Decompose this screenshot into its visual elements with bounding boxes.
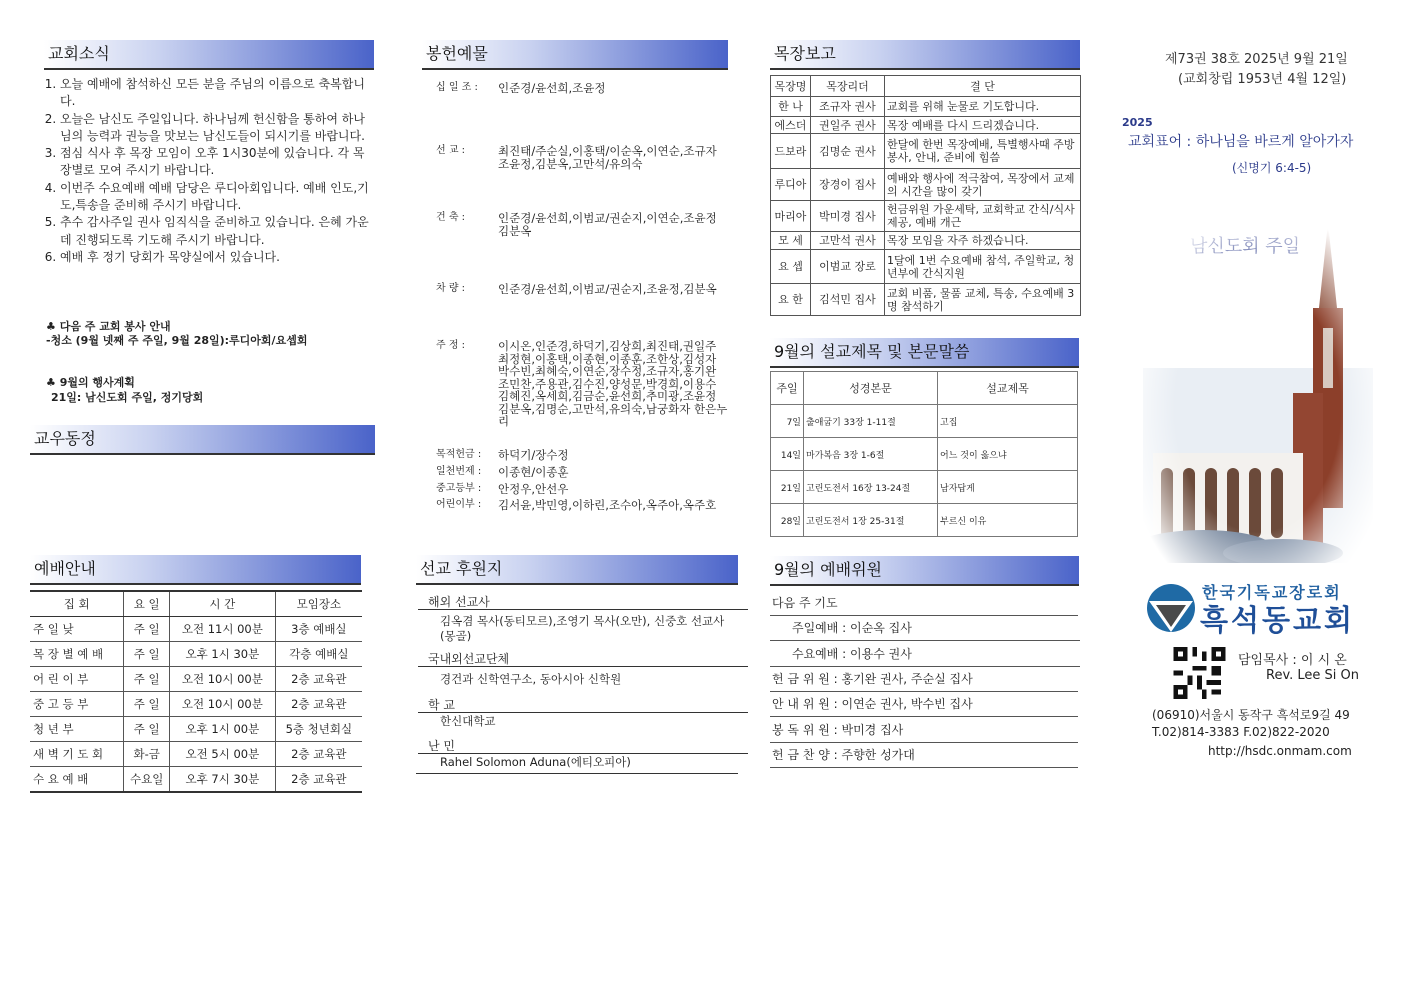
mission-heading: 학 교: [418, 696, 748, 713]
notice-item: 6. 예배 후 정기 당회가 목양실에서 있습니다.: [60, 249, 375, 266]
report-row: [771, 250, 1081, 284]
sermon-row: [771, 438, 1078, 471]
worship-header-cell: 요 일: [124, 591, 170, 617]
service-guide: [46, 320, 307, 348]
report-cell: 한 나: [771, 97, 811, 117]
offering-value: 김서윤,박민영,이하린,조수아,옥주아,옥주호: [498, 498, 717, 512]
worship-header-row: [30, 591, 362, 617]
event-plan-title: ♣ 9월의 행사계획: [46, 376, 135, 389]
member-news-title: 교우동정: [30, 425, 375, 455]
report-cell: 김석민 집사: [811, 284, 885, 316]
mission-heading: 국내외선교단체: [418, 650, 748, 667]
mission-body: 경건과 신학연구소, 동아시아 신학원: [440, 672, 622, 686]
worship-cell: 3층 예배실: [275, 617, 362, 642]
offering-label: 중고등부 :: [436, 483, 482, 494]
report-row: [771, 134, 1081, 169]
committee-row: 안 내 위 원 : 이연순 권사, 박수빈 집사: [770, 692, 1078, 717]
report-cell: 김명순 권사: [811, 134, 885, 169]
church-address: (06910)서울시 동작구 흑석로9길 49: [1152, 708, 1350, 722]
offering-value: 안정우,안선우: [498, 482, 569, 496]
committee-row: 봉 독 위 원 : 박미경 집사: [770, 718, 1078, 743]
missions-title: 선교 후원지: [416, 555, 738, 585]
worship-row: [30, 617, 362, 642]
sermon-cell: 부르신 이유: [938, 504, 1078, 537]
worship-cell: 중 고 등 부: [30, 692, 124, 717]
committee-row: 헌 금 위 원 : 홍기완 권사, 주순실 집사: [770, 667, 1078, 692]
committee-row: 주일예배 : 이순옥 집사: [770, 616, 1080, 641]
founded-info: (교회창립 1953년 4월 12일): [1178, 72, 1347, 87]
event-plan: [46, 375, 203, 405]
offerings-title: 봉헌예물: [422, 40, 728, 70]
report-cell: 장경이 집사: [811, 169, 885, 201]
sermon-cell: 출애굽기 33장 1-11절: [804, 405, 938, 438]
worship-row: [30, 667, 362, 692]
pastor-name: 담임목사 : 이 시 온: [1238, 653, 1347, 668]
motto-verse: (신명기 6:4-5): [1232, 161, 1312, 175]
sermon-cell: 고린도전서 1장 25-31절: [804, 504, 938, 537]
sermon-row: [771, 471, 1078, 504]
sermon-cell: 28일: [771, 504, 804, 537]
offering-label: 일천번제 :: [436, 466, 482, 477]
worship-cell: 오전 5시 00분: [170, 742, 276, 767]
report-cell: 마리아: [771, 201, 811, 232]
report-row: [771, 97, 1081, 117]
notices-title: 교회소식: [44, 40, 374, 70]
report-header-cell: 목장명: [771, 76, 811, 97]
committee-title: 9월의 예배위원: [770, 556, 1079, 586]
worship-cell: 주 일: [124, 617, 170, 642]
offering-label: 건 축 :: [436, 212, 466, 223]
worship-cell: 2층 교육관: [275, 692, 362, 717]
worship-cell: 주 일 낮: [30, 617, 124, 642]
report-cell: 목장 예배를 다시 드리겠습니다.: [885, 117, 1081, 134]
sermon-header-cell: 성경본문: [804, 372, 938, 405]
worship-row: [30, 717, 362, 742]
worship-cell: 오전 10시 00분: [170, 667, 276, 692]
worship-cell: 오후 7시 30분: [170, 767, 276, 793]
report-cell: 한달에 한번 목장예배, 특별행사때 주방봉사, 안내, 준비에 힘씀: [885, 134, 1081, 169]
report-header-cell: 목장리더: [811, 76, 885, 97]
worship-cell: 각층 예배실: [275, 642, 362, 667]
worship-cell: 오전 11시 00분: [170, 617, 276, 642]
worship-cell: 주 일: [124, 717, 170, 742]
sermon-cell: 마가복음 3장 1-6절: [804, 438, 938, 471]
notice-item: 4. 이번주 수요예배 예배 담당은 루디아회입니다. 예배 인도,기도,특송을 준비해 주시기 바랍니다.: [60, 180, 375, 215]
notices-list-wrap: [30, 76, 375, 266]
missions-bottom-rule: [416, 773, 738, 774]
offering-value: 하덕기/장수정: [498, 448, 569, 462]
church-logo-icon: [1146, 583, 1196, 633]
offering-label: 어린이부 :: [436, 499, 482, 510]
report-cell: 예배와 행사에 적극참여, 목장에서 교제의 시간을 많이 갖기: [885, 169, 1081, 201]
notice-item: 3. 점심 식사 후 목장 모임이 오후 1시30분에 있습니다. 각 목장별로 모여 주시기 바랍니다.: [60, 145, 375, 180]
offering-label: 십 일 조 :: [436, 82, 478, 93]
church-website-link[interactable]: http://hsdc.onmam.com: [1208, 744, 1352, 758]
mission-heading: 난 민: [418, 737, 748, 754]
worship-cell: 주 일: [124, 667, 170, 692]
sermon-header-cell: 설교제목: [938, 372, 1078, 405]
motto-text: 교회표어 : 하나님을 바르게 알아가자: [1128, 134, 1354, 150]
worship-row: [30, 742, 362, 767]
committee-row: 수요예배 : 이용수 권사: [770, 642, 1080, 667]
report-cell: 헌금위원 가운세탁, 교회학교 간식/식사 제공, 예배 개근: [885, 201, 1081, 232]
sermons-table: [770, 371, 1078, 537]
report-cell: 드보라: [771, 134, 811, 169]
worship-cell: 청 년 부: [30, 717, 124, 742]
worship-cell: 수 요 예 배: [30, 767, 124, 793]
worship-cell: 오후 1시 30분: [170, 642, 276, 667]
worship-header-cell: 집 회: [30, 591, 124, 617]
report-cell: 요 한: [771, 284, 811, 316]
worship-cell: 5층 청년회실: [275, 717, 362, 742]
worship-header-cell: 시 간: [170, 591, 276, 617]
offering-label: 목적헌금 :: [436, 449, 482, 460]
worship-guide-title: 예배안내: [30, 555, 361, 585]
sermon-cell: 21일: [771, 471, 804, 504]
sermons-title: 9월의 설교제목 및 본문말씀: [770, 338, 1079, 368]
notice-item: 2. 오늘은 남신도 주일입니다. 하나님께 헌신함을 통하여 하나님의 능력과 권능을 맛보는 남신도들이 되시기를 바랍니다.: [60, 111, 375, 146]
worship-cell: 오전 10시 00분: [170, 692, 276, 717]
report-cell: 조규자 권사: [811, 97, 885, 117]
worship-cell: 주 일: [124, 692, 170, 717]
sermon-cell: 7일: [771, 405, 804, 438]
notice-item: 1. 오늘 예배에 참석하신 모든 분을 주님의 이름으로 축복합니다.: [60, 76, 375, 111]
pastor-name-english: Rev. Lee Si On: [1266, 668, 1360, 683]
report-header-row: [771, 76, 1081, 97]
report-cell: 고만석 권사: [811, 232, 885, 250]
sermon-header-cell: 주일: [771, 372, 804, 405]
worship-cell: 주 일: [124, 642, 170, 667]
qr-code-icon[interactable]: [1172, 647, 1227, 699]
offering-label: 차 량 :: [436, 283, 466, 294]
report-cell: 권일주 권사: [811, 117, 885, 134]
worship-cell: 2층 교육관: [275, 667, 362, 692]
worship-row: [30, 642, 362, 667]
worship-cell: 2층 교육관: [275, 742, 362, 767]
report-cell: 이범교 장로: [811, 250, 885, 284]
sermon-cell: 14일: [771, 438, 804, 471]
mission-body: 한신대학교: [440, 714, 496, 728]
sermons-header-row: [771, 372, 1078, 405]
report-row: [771, 201, 1081, 232]
worship-row: [30, 692, 362, 717]
worship-row: [30, 767, 362, 793]
report-row: [771, 284, 1081, 316]
committee-row: 헌 금 찬 양 : 주향한 성가대: [770, 743, 1078, 768]
worship-cell: 오후 1시 00분: [170, 717, 276, 742]
service-guide-text: -청소 (9월 넷째 주 주일, 9월 28일):루디아회/요셉회: [46, 334, 308, 347]
sermon-row: [771, 405, 1078, 438]
worship-header-cell: 모임장소: [275, 591, 362, 617]
report-cell: 박미경 집사: [811, 201, 885, 232]
report-cell: 루디아: [771, 169, 811, 201]
worship-table: [30, 590, 362, 793]
report-row: [771, 232, 1081, 250]
mission-body: 김옥겸 목사(동티모르),조영기 목사(오만), 신중호 선교사(몽골): [440, 614, 725, 643]
report-cell: 요 셉: [771, 250, 811, 284]
church-name: 흑석동교회: [1200, 603, 1356, 637]
denomination-name: 한국기독교장로회: [1202, 583, 1342, 602]
report-row: [771, 117, 1081, 134]
report-cell: 모 세: [771, 232, 811, 250]
offering-value: 인준경/윤선희,이범교/권순지,이연순,조윤정 김분옥: [498, 211, 717, 238]
service-guide-title: ♣ 다음 주 교회 봉사 안내: [46, 320, 171, 333]
pastoral-report-title: 목장보고: [770, 40, 1080, 70]
sermon-cell: 고집: [938, 405, 1078, 438]
worship-cell: 2층 교육관: [275, 767, 362, 793]
mission-heading: 해외 선교사: [418, 593, 748, 610]
mission-body: Rahel Solomon Aduna(에티오피아): [440, 755, 631, 769]
offering-value: 이종현/이종훈: [498, 465, 569, 479]
worship-cell: 어 린 이 부: [30, 667, 124, 692]
offering-value: 인준경/윤선희,이범교/권순지,조윤정,김분옥: [498, 282, 717, 296]
report-cell: 목장 모임을 자주 하겠습니다.: [885, 232, 1081, 250]
event-plan-text: 21일: 남신도회 주일, 정기당회: [51, 391, 204, 404]
offering-label: 선 교 :: [436, 145, 466, 156]
report-row: [771, 169, 1081, 201]
worship-cell: 목 장 별 예 배: [30, 642, 124, 667]
sermon-cell: 어느 것이 옳으냐: [938, 438, 1078, 471]
sermon-row: [771, 504, 1078, 537]
committee-row: 다음 주 기도: [770, 591, 1078, 616]
sermon-cell: 고린도전서 16장 13-24절: [804, 471, 938, 504]
sermon-cell: 남자답게: [938, 471, 1078, 504]
offering-label: 주 정 :: [436, 340, 466, 351]
offering-value: 인준경/윤선희,조윤정: [498, 81, 606, 95]
report-cell: 교회 비품, 물품 교체, 특송, 수요예배 3명 참석하기: [885, 284, 1081, 316]
church-phone: T.02)814-3383 F.02)822-2020: [1152, 725, 1330, 739]
report-header-cell: 결 단: [885, 76, 1081, 97]
notices-list: [30, 76, 375, 266]
issue-info: 제73권 38호 2025년 9월 21일: [1165, 52, 1348, 67]
worship-cell: 수요일: [124, 767, 170, 793]
church-building-image: [1143, 218, 1373, 563]
motto-year: 2025: [1122, 116, 1153, 129]
offering-value: 이시온,인준경,하덕기,김상희,최진태,권일주 최정현,이홍택,이종현,이종훈,조한상,김성자 박수빈,최혜숙,이연순,장수정,조규자,홍기완 조민찬,주용관,김수진,양성문,박경희,이용수 김혜진,옥세희,김금순,윤선희,추미광,조윤정 김분옥,김명순,고만석,유의숙,남궁화자 한은누리: [498, 339, 728, 428]
report-cell: 1달에 1번 수요예배 참석, 주일학교, 청년부에 간식지원: [885, 250, 1081, 284]
report-cell: 교회를 위해 눈물로 기도합니다.: [885, 97, 1081, 117]
report-cell: 에스더: [771, 117, 811, 134]
pastoral-report-table: [770, 75, 1081, 316]
offering-value: 최진태/주순실,이홍택/이순옥,이연순,조규자 조윤정,김분옥,고만석/유의숙: [498, 144, 717, 171]
worship-cell: 화-금: [124, 742, 170, 767]
worship-cell: 새 벽 기 도 회: [30, 742, 124, 767]
notice-item: 5. 추수 감사주일 권사 임직식을 준비하고 있습니다. 은혜 가운데 진행되도록 기도해 주시기 바랍니다.: [60, 214, 375, 249]
